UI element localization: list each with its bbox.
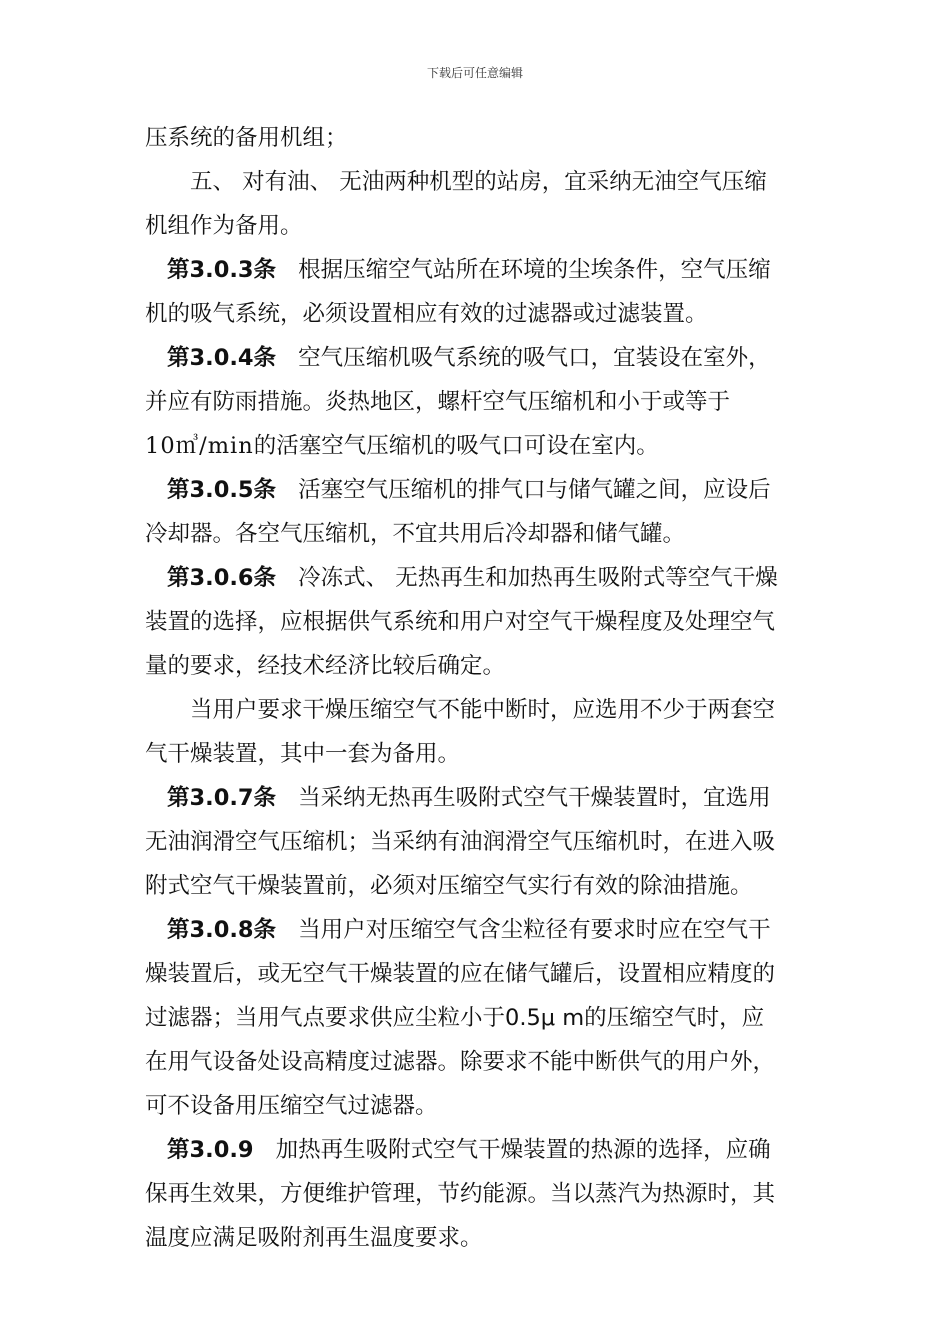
line-text: 气干燥装置，其中一套为备用。 xyxy=(145,741,461,767)
article-number: 第3.0.7条 xyxy=(167,785,277,811)
line-text: 当用户对压缩空气含尘粒径有要求时应在空气干 xyxy=(298,917,771,943)
text-line xyxy=(145,1040,810,1084)
article-line xyxy=(145,1128,810,1172)
line-text: 装置的选择，应根据供气系统和用户对空气干燥程度及处理空气 xyxy=(145,609,776,635)
article-number: 第3.0.8条 xyxy=(167,917,277,943)
line-text: 燥装置后，或无空气干燥装置的应在储气罐后，设置相应精度的 xyxy=(145,961,776,987)
text-line xyxy=(145,512,810,556)
line-text: 温度应满足吸附剂再生温度要求。 xyxy=(145,1225,483,1251)
text-line xyxy=(145,160,810,204)
line-text: 并应有防雨措施。炎热地区，螺杆空气压缩机和小于或等于 xyxy=(145,389,731,415)
text-line xyxy=(145,204,810,248)
article-number: 第3.0.4条 xyxy=(167,345,277,371)
article-number: 第3.0.6条 xyxy=(167,565,277,591)
line-text: 可不设备用压缩空气过滤器。 xyxy=(145,1093,438,1119)
line-text: 在用气设备处设高精度过滤器。除要求不能中断供气的用户外， xyxy=(145,1049,776,1075)
text-line xyxy=(145,864,810,908)
article-line xyxy=(145,336,810,380)
line-text: 附式空气干燥装置前，必须对压缩空气实行有效的除油措施。 xyxy=(145,873,753,899)
text-line xyxy=(145,688,810,732)
text-line xyxy=(145,1172,810,1216)
text-line xyxy=(145,732,810,776)
line-text: 机的吸气系统，必须设置相应有效的过滤器或过滤装置。 xyxy=(145,301,708,327)
text-line xyxy=(145,644,810,688)
article-line xyxy=(145,908,810,952)
article-number: 第3.0.9 xyxy=(167,1137,254,1163)
line-text: 冷冻式、 无热再生和加热再生吸附式等空气干燥 xyxy=(298,565,778,591)
article-number: 第3.0.3条 xyxy=(167,257,277,283)
line-text: 当采纳无热再生吸附式空气干燥装置时，宜选用 xyxy=(298,785,771,811)
text-line xyxy=(145,600,810,644)
document-body xyxy=(145,116,810,1260)
line-text: 过滤器；当用气点要求供应尘粒小于0.5μ m的压缩空气时，应 xyxy=(145,1005,765,1031)
text-line xyxy=(145,380,810,424)
unit-prefix: 10㎥/min xyxy=(145,433,254,459)
article-line xyxy=(145,556,810,600)
line-text: 量的要求，经技术经济比较后确定。 xyxy=(145,653,506,679)
text-line xyxy=(145,820,810,864)
line-text: 加热再生吸附式空气干燥装置的热源的选择，应确 xyxy=(275,1137,771,1163)
article-line xyxy=(145,468,810,512)
line-text: 当用户要求干燥压缩空气不能中断时，应选用不少于两套空 xyxy=(190,697,776,723)
line-text: 机组作为备用。 xyxy=(145,213,303,239)
text-line xyxy=(145,116,810,160)
line-text: 五、 对有油、 无油两种机型的站房，宜采纳无油空气压缩 xyxy=(190,169,767,195)
line-text: 压系统的备用机组； xyxy=(145,125,348,151)
line-text: 活塞空气压缩机的排气口与储气罐之间，应设后 xyxy=(298,477,771,503)
line-text: 空气压缩机吸气系统的吸气口，宜装设在室外， xyxy=(298,345,771,371)
article-line xyxy=(145,248,810,292)
text-line xyxy=(145,996,810,1040)
text-line xyxy=(145,292,810,336)
text-line xyxy=(145,424,810,468)
line-text: 无油润滑空气压缩机；当采纳有油润滑空气压缩机时，在进入吸 xyxy=(145,829,776,855)
line-text: 保再生效果，方便维护管理，节约能源。当以蒸汽为热源时，其 xyxy=(145,1181,776,1207)
article-number: 第3.0.5条 xyxy=(167,477,277,503)
line-text: 冷却器。各空气压缩机，不宜共用后冷却器和储气罐。 xyxy=(145,521,686,547)
article-line xyxy=(145,776,810,820)
text-line xyxy=(145,1216,810,1260)
page-header: 下载后可任意编辑 xyxy=(426,66,523,80)
text-line xyxy=(145,1084,810,1128)
text-line xyxy=(145,952,810,996)
line-text: 根据压缩空气站所在环境的尘埃条件，空气压缩 xyxy=(298,257,771,283)
line-text: 的活塞空气压缩机的吸气口可设在室内。 xyxy=(253,433,659,459)
